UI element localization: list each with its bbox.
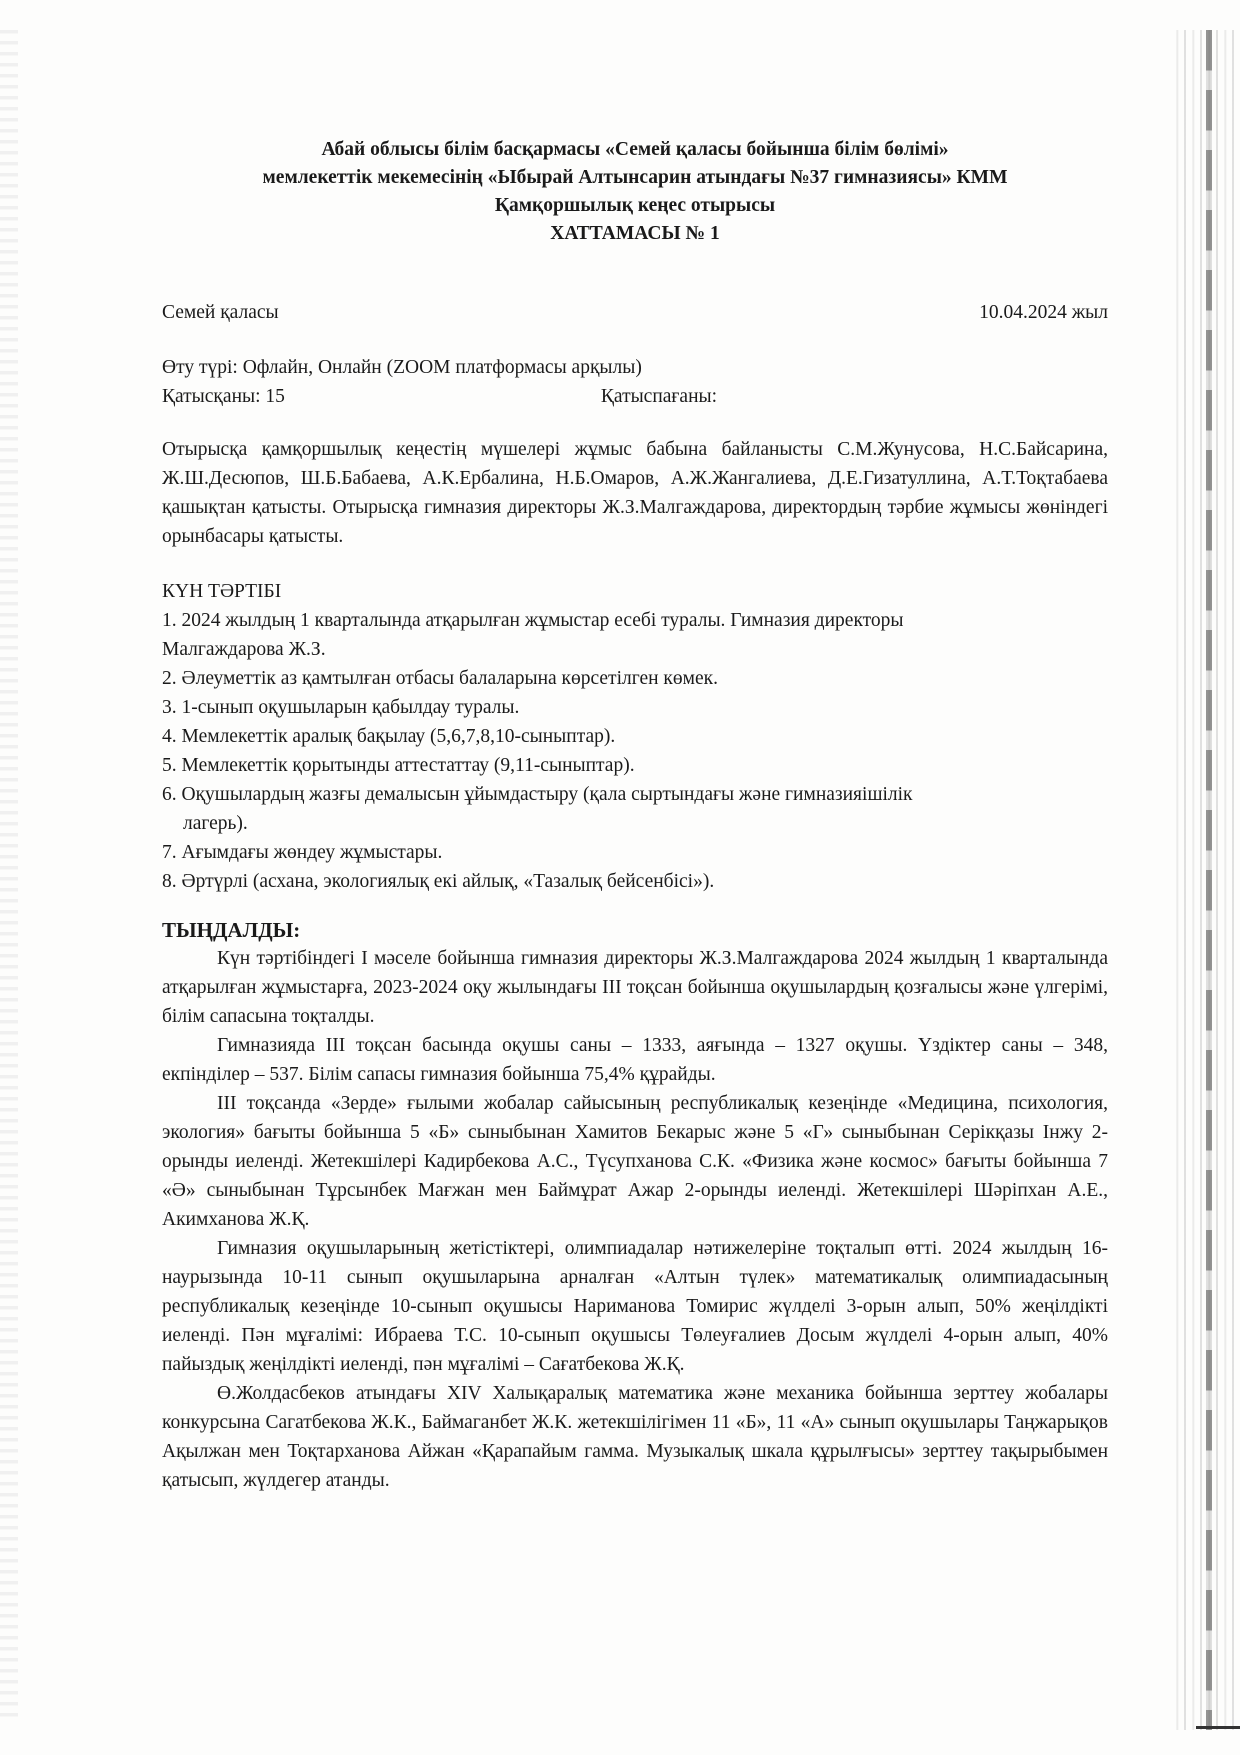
agenda-item-7: 7. Ағымдағы жөндеу жұмыстары. [162, 842, 443, 863]
agenda-item-1: 1. 2024 жылдың 1 кварталында атқарылған жұмыстар есебі туралы. Гимназия директоры [162, 610, 904, 631]
heard-paragraph-3: ІІІ тоқсанда «Зерде» ғылыми жобалар сайысының республикалық кезеңінде «Медицина, психология, экология» бағыты бойынша 5 «Б» сыныбынан Хамитов Бекарыс және 5 «Г» сыныбынан Серікқазы Інжу 2-орынды иеленді. Жетекшілері Кадирбекова А.С., Түсупханова С.К. «Физика және космос» бағыты бойынша 7 «Ә» сыныбынан Тұрсынбек Мағжан мен Баймұрат Ажар 2-орынды иеленді. Жетекшілері Шәріпхан А.Е., Акимханова Ж.Қ. [162, 1093, 1108, 1230]
header-line-4: ХАТТАМАСЫ № 1 [550, 223, 720, 244]
header-line-2: мемлекеттік мекемесінің «Ыбырай Алтынсарин атындағы №37 гимназиясы» КММ [262, 167, 1008, 188]
attendance-counts [162, 382, 1108, 411]
date: 10.04.2024 жыл [979, 302, 1108, 323]
header-line-1: Абай облысы білім басқармасы «Семей қаласы бойынша білім бөлімі» [321, 139, 949, 160]
absent-count: Қатыспағаны: [600, 386, 718, 407]
agenda-item-3: 3. 1-сынып оқушыларын қабылдау туралы. [162, 697, 520, 718]
scan-artifact-bar [1206, 30, 1212, 1730]
scan-artifact-left [0, 30, 18, 1720]
agenda-item-4: 4. Мемлекеттік аралық бақылау (5,6,7,8,10-сыныптар). [162, 726, 616, 747]
heard-heading: ТЫҢДАЛДЫ: [162, 918, 301, 942]
heard-paragraph-1: Күн тәртібіндегі І мәселе бойынша гимназия директоры Ж.З.Малгаждарова 2024 жылдың 1 кварталында атқарылған жұмыстарға, 2023-2024 оқу жылындағы ІІІ тоқсан бойынша оқушылардың қозғалысы және үлгерімі, білім сапасына тоқталды. [162, 948, 1108, 1027]
attendance-text: Отырысқа қамқоршылық кеңестің мүшелері жұмыс бабына байланысты С.М.Жунусова, Н.С.Байсарина, Ж.Ш.Десюпов, Ш.Б.Бабаева, А.К.Ербалина, Н.Б.Омаров, А.Ж.Жангалиева, Д.Е.Гизатуллина, А.Т.Тоқтабаева қашықтан қатысты. Отырысқа гимназия директоры Ж.З.Малгаждарова, директордың тәрбие жұмысы жөніндегі орынбасары қатысты. [162, 439, 1108, 547]
header-line-3: Қамқоршылық кеңес отырысы [494, 195, 776, 216]
agenda-item-1-cont: Малгаждарова Ж.З. [162, 639, 326, 660]
agenda-heading: КҮН ТӘРТІБІ [162, 581, 282, 602]
heard-paragraph-2: Гимназияда ІІІ тоқсан басында оқушы саны – 1333, аяғында – 1327 оқушы. Үздіктер саны – 348, екпінділер – 537. Білім сапасы гимназия бойынша 75,4% құрайды. [162, 1035, 1108, 1085]
agenda-item-8: 8. Әртүрлі (асхана, экологиялық екі айлық, «Тазалық бейсенбісі»). [162, 871, 715, 892]
agenda-item-2: 2. Әлеуметтік аз қамтылған отбасы балаларына көрсетілген көмек. [162, 668, 718, 689]
agenda-item-5: 5. Мемлекеттік қорытынды аттестаттау (9,11-сыныптар). [162, 755, 635, 776]
heard-paragraph-5: Ө.Жолдасбеков атындағы XIV Халықаралық математика және механика бойынша зерттеу жобалары конкурсына Сагатбекова Ж.К., Баймаганбет Ж.К. жетекшілігімен 11 «Б», 11 «А» сынып оқушылары Таңжарықов Ақылжан мен Тоқтарханова Айжан «Қарапайым гамма. Музыкалық шкала құрылғысы» зерттеу тақырыбымен қатысып, жүлдегер атанды. [162, 1383, 1108, 1491]
meeting-type: Өту түрі: Офлайн, Онлайн (ZOOM платформасы арқылы) [162, 357, 642, 378]
agenda-item-6-cont: лагерь). [183, 813, 248, 834]
heard-paragraph-4: Гимназия оқушыларының жетістіктері, олимпиадалар нәтижелеріне тоқталып өтті. 2024 жылдың 16-наурызында 10-11 сынып оқушыларына арналған «Алтын түлек» математикалық олимпиадасының республикалық кезеңінде 10-сынып оқушысы Нариманова Томирис жүлделі 3-орын алып, 50% жеңілдікті иеленді. Пән мұғалімі: Ибраева Т.С. 10-сынып оқушысы Төлеуғалиев Досым жүлделі 4-орын алып, 40% пайыздық жеңілдікті иеленді, пән мұғалімі – Сағатбекова Ж.Қ. [162, 1238, 1108, 1375]
agenda-item-6: 6. Оқушылардың жазғы демалысын ұйымдастыру (қала сыртындағы және гимназияішілік [162, 784, 913, 805]
scan-artifact-mark [1196, 1726, 1240, 1729]
place-date-row [162, 298, 1108, 327]
place: Семей қаласы [162, 302, 279, 323]
present-count: Қатысқаны: 15 [162, 386, 285, 407]
scan-artifact-right [1170, 30, 1240, 1730]
document-content [162, 136, 1108, 1495]
document-header [162, 136, 1108, 248]
